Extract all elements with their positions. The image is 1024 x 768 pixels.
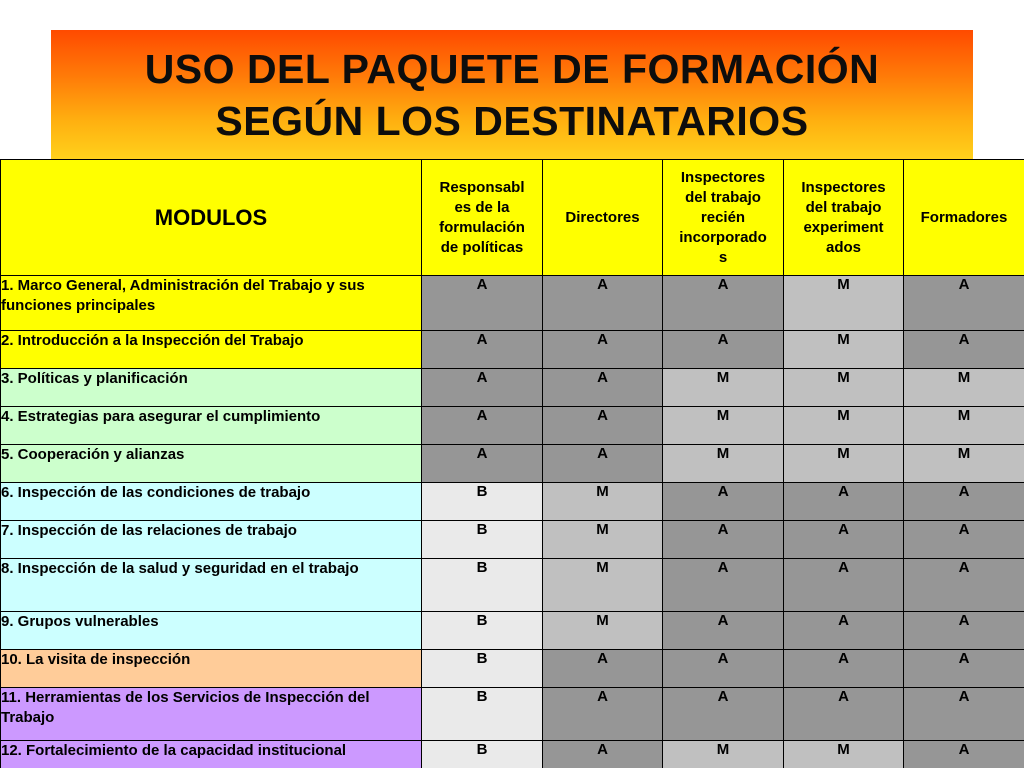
header-line: Inspectores bbox=[801, 178, 886, 196]
column-header-experienced-inspectors bbox=[784, 160, 904, 276]
table-row bbox=[1, 445, 1024, 483]
table-row bbox=[1, 741, 1024, 768]
level-cell: M bbox=[904, 445, 1024, 483]
header-line: ados bbox=[825, 238, 861, 256]
column-header-policy-makers bbox=[422, 160, 543, 276]
table-header-row bbox=[1, 160, 1024, 276]
level-cell: B bbox=[422, 483, 543, 521]
header-line: Directores bbox=[565, 208, 640, 226]
level-cell: B bbox=[422, 521, 543, 559]
slide-title-line-2: SEGÚN LOS DESTINATARIOS bbox=[215, 98, 809, 144]
level-cell: M bbox=[663, 445, 784, 483]
table-row bbox=[1, 369, 1024, 407]
level-cell: A bbox=[663, 612, 784, 650]
level-cell: A bbox=[543, 445, 663, 483]
column-header-new-inspectors bbox=[663, 160, 784, 276]
level-cell: A bbox=[904, 559, 1024, 612]
header-line: Inspectores bbox=[680, 168, 766, 186]
level-cell: A bbox=[663, 276, 784, 331]
level-cell: M bbox=[784, 331, 904, 369]
table-row bbox=[1, 483, 1024, 521]
level-cell: A bbox=[663, 559, 784, 612]
module-name: 7. Inspección de las relaciones de trabajo bbox=[1, 521, 422, 559]
level-cell: A bbox=[784, 521, 904, 559]
level-cell: B bbox=[422, 612, 543, 650]
header-line: es de la bbox=[454, 198, 510, 216]
level-cell: A bbox=[904, 483, 1024, 521]
header-line: experiment bbox=[803, 218, 884, 236]
level-cell: M bbox=[784, 445, 904, 483]
module-name: 5. Cooperación y alianzas bbox=[1, 445, 422, 483]
header-line: formulación bbox=[439, 218, 525, 236]
level-cell: A bbox=[663, 483, 784, 521]
table-row bbox=[1, 407, 1024, 445]
level-cell: M bbox=[543, 483, 663, 521]
level-cell: M bbox=[784, 369, 904, 407]
level-cell: A bbox=[784, 650, 904, 688]
module-name: 8. Inspección de la salud y seguridad en el trabajo bbox=[1, 559, 422, 612]
modules-column-header: MODULOS bbox=[1, 160, 422, 276]
module-name: 9. Grupos vulnerables bbox=[1, 612, 422, 650]
level-cell: B bbox=[422, 650, 543, 688]
level-cell: A bbox=[422, 445, 543, 483]
column-header-trainers bbox=[904, 160, 1024, 276]
column-header-directors bbox=[543, 160, 663, 276]
level-cell: M bbox=[543, 559, 663, 612]
module-name: 3. Políticas y planificación bbox=[1, 369, 422, 407]
level-cell: A bbox=[904, 521, 1024, 559]
level-cell: A bbox=[784, 559, 904, 612]
level-cell: A bbox=[422, 407, 543, 445]
level-cell: A bbox=[543, 741, 663, 768]
level-cell: A bbox=[784, 612, 904, 650]
header-line: Formadores bbox=[920, 208, 1008, 226]
module-name: 1. Marco General, Administración del Trabajo y sus funciones principales bbox=[1, 276, 422, 331]
slide-title-line-1: USO DEL PAQUETE DE FORMACIÓN bbox=[144, 46, 880, 92]
level-cell: A bbox=[543, 650, 663, 688]
header-line: s bbox=[718, 248, 728, 266]
training-usage-table bbox=[0, 159, 1024, 768]
header-line: recién bbox=[700, 208, 746, 226]
level-cell: B bbox=[422, 559, 543, 612]
level-cell: M bbox=[663, 369, 784, 407]
module-name: 10. La visita de inspección bbox=[1, 650, 422, 688]
level-cell: A bbox=[904, 612, 1024, 650]
module-name: 11. Herramientas de los Servicios de Inspección del Trabajo bbox=[1, 688, 422, 741]
header-line: de políticas bbox=[440, 238, 524, 256]
title-banner bbox=[51, 30, 973, 160]
module-name: 4. Estrategias para asegurar el cumplimiento bbox=[1, 407, 422, 445]
level-cell: M bbox=[904, 369, 1024, 407]
level-cell: A bbox=[543, 276, 663, 331]
level-cell: A bbox=[904, 650, 1024, 688]
table-row bbox=[1, 650, 1024, 688]
table-row bbox=[1, 331, 1024, 369]
level-cell: M bbox=[784, 276, 904, 331]
table-row bbox=[1, 521, 1024, 559]
level-cell: B bbox=[422, 688, 543, 741]
header-line: Responsabl bbox=[439, 178, 525, 196]
level-cell: M bbox=[784, 741, 904, 768]
level-cell: A bbox=[663, 521, 784, 559]
level-cell: A bbox=[543, 407, 663, 445]
module-name: 6. Inspección de las condiciones de trabajo bbox=[1, 483, 422, 521]
level-cell: A bbox=[543, 688, 663, 741]
level-cell: M bbox=[663, 407, 784, 445]
level-cell: A bbox=[663, 331, 784, 369]
table-row bbox=[1, 612, 1024, 650]
level-cell: M bbox=[904, 407, 1024, 445]
level-cell: B bbox=[422, 741, 543, 768]
level-cell: A bbox=[904, 688, 1024, 741]
header-line: del trabajo bbox=[685, 188, 761, 206]
level-cell: A bbox=[422, 331, 543, 369]
level-cell: A bbox=[784, 688, 904, 741]
level-cell: M bbox=[543, 521, 663, 559]
module-name: 2. Introducción a la Inspección del Trabajo bbox=[1, 331, 422, 369]
level-cell: A bbox=[663, 650, 784, 688]
level-cell: A bbox=[543, 331, 663, 369]
level-cell: A bbox=[784, 483, 904, 521]
level-cell: M bbox=[784, 407, 904, 445]
header-line: del trabajo bbox=[805, 198, 882, 216]
level-cell: M bbox=[663, 741, 784, 768]
level-cell: A bbox=[904, 331, 1024, 369]
level-cell: A bbox=[663, 688, 784, 741]
level-cell: A bbox=[422, 276, 543, 331]
level-cell: A bbox=[904, 741, 1024, 768]
table-row bbox=[1, 276, 1024, 331]
table-row bbox=[1, 688, 1024, 741]
level-cell: A bbox=[543, 369, 663, 407]
level-cell: M bbox=[543, 612, 663, 650]
table-row bbox=[1, 559, 1024, 612]
level-cell: A bbox=[904, 276, 1024, 331]
module-name: 12. Fortalecimiento de la capacidad institucional bbox=[1, 741, 422, 768]
level-cell: A bbox=[422, 369, 543, 407]
header-line: incorporado bbox=[679, 228, 767, 246]
